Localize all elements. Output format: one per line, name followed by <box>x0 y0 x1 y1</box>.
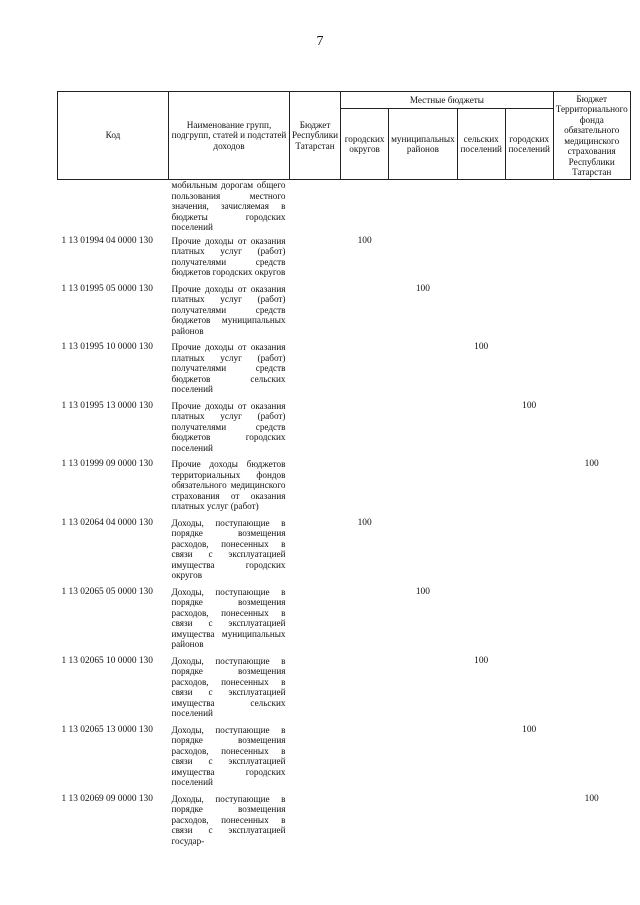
row-territorial-fund: 100 <box>584 793 599 804</box>
row-code: 1 13 02065 13 0000 130 <box>61 724 153 735</box>
row-municipal-districts <box>389 722 458 791</box>
row-name: Доходы, поступающие в порядке возмещения расходов, понесенных в связи с эксплуатацией государ- <box>171 793 286 846</box>
row-urban-settlements <box>505 339 553 398</box>
row-municipal-districts: 100 <box>415 283 430 294</box>
row-territorial-fund <box>553 653 630 722</box>
header-rural-settlements: сельских поселений <box>457 109 505 180</box>
row-urban-settlements: 100 <box>522 400 537 411</box>
row-code: 1 13 01995 13 0000 130 <box>61 400 153 411</box>
row-urban-settlements <box>505 515 553 584</box>
table-body <box>58 180 631 850</box>
row-municipal-districts <box>389 233 458 281</box>
row-city-districts <box>341 339 389 398</box>
row-name: Доходы, поступающие в порядке возмещения расходов, понесенных в связи с эксплуатацией имущества муниципальных районов <box>171 586 286 649</box>
row-republic-budget <box>290 653 341 722</box>
table-row <box>58 339 631 398</box>
income-distribution-table <box>57 91 631 849</box>
header-republic-budget: Бюджет Республики Татарстан <box>290 92 341 180</box>
row-territorial-fund: 100 <box>584 459 599 469</box>
page-number: 7 <box>316 34 324 49</box>
row-municipal-districts <box>389 456 458 515</box>
row-rural-settlements <box>457 281 505 340</box>
row-rural-settlements <box>457 233 505 281</box>
header-urban-settlements: городских поселений <box>505 109 553 180</box>
row-code: 1 13 02065 05 0000 130 <box>61 586 153 597</box>
header-name: Наименование групп, подгрупп, статей и подстатей доходов <box>169 92 290 180</box>
header-city-districts: городских округов <box>341 109 389 180</box>
table-row <box>58 398 631 457</box>
row-territorial-fund <box>553 515 630 584</box>
row-urban-settlements <box>505 653 553 722</box>
table-row <box>58 584 631 653</box>
table-row <box>58 515 631 584</box>
row-name: Прочие доходы от оказания платных услуг (работ) получателями средств бюджетов городских поселений <box>171 400 286 453</box>
row-city-districts <box>341 456 389 515</box>
row-city-districts <box>341 584 389 653</box>
table-header <box>58 92 631 180</box>
row-rural-settlements <box>457 398 505 457</box>
row-municipal-districts <box>389 653 458 722</box>
row-urban-settlements <box>505 584 553 653</box>
row-rural-settlements <box>457 515 505 584</box>
row-urban-settlements: 100 <box>522 724 537 735</box>
header-municipal-districts: муниципальных районов <box>389 109 458 180</box>
row-territorial-fund <box>553 722 630 791</box>
header-territorial-fund: Бюджет Территориального фонда обязательного медицинского страхования Республики Татарстан <box>553 92 630 180</box>
row-territorial-fund <box>553 233 630 281</box>
row-name: Прочие доходы от оказания платных услуг (работ) получателями средств бюджетов сельских поселений <box>171 342 286 394</box>
row-territorial-fund <box>553 339 630 398</box>
row-code: 1 13 01995 10 0000 130 <box>61 342 153 352</box>
row-urban-settlements <box>505 456 553 515</box>
row-territorial-fund <box>553 281 630 340</box>
row-name: Доходы, поступающие в порядке возмещения расходов, понесенных в связи с эксплуатацией имущества городских поселений <box>171 724 286 787</box>
row-code: 1 13 01994 04 0000 130 <box>61 235 153 246</box>
table-row <box>58 456 631 515</box>
row-urban-settlements <box>505 281 553 340</box>
row-code: 1 13 01995 05 0000 130 <box>61 283 153 294</box>
table-row <box>58 722 631 791</box>
row-rural-settlements: 100 <box>474 655 489 666</box>
row-municipal-districts <box>389 791 458 850</box>
row-rural-settlements <box>457 722 505 791</box>
row-city-districts <box>341 398 389 457</box>
row-municipal-districts <box>389 339 458 398</box>
table-row <box>58 233 631 281</box>
header-code: Код <box>58 92 169 180</box>
row-code: 1 13 02069 09 0000 130 <box>61 793 153 804</box>
row-municipal-districts <box>389 398 458 457</box>
row-name: Доходы, поступающие в порядке возмещения расходов, понесенных в связи с эксплуатацией имущества городских округов <box>171 517 286 580</box>
continuation-text: мобильным дорогам общего пользования местного значения, зачисляемая в бюджеты городских поселений <box>171 180 286 232</box>
row-rural-settlements <box>457 791 505 850</box>
row-territorial-fund <box>553 584 630 653</box>
row-name: Доходы, поступающие в порядке возмещения расходов, понесенных в связи с эксплуатацией имущества сельских поселений <box>171 655 286 718</box>
row-republic-budget <box>290 398 341 457</box>
header-local-budgets: Местные бюджеты <box>341 92 554 109</box>
row-republic-budget <box>290 281 341 340</box>
row-code: 1 13 02064 04 0000 130 <box>61 517 153 528</box>
row-city-districts <box>341 281 389 340</box>
row-code: 1 13 02065 10 0000 130 <box>61 655 153 666</box>
row-city-districts: 100 <box>357 517 372 528</box>
table-row-continuation <box>58 180 631 233</box>
row-republic-budget <box>290 456 341 515</box>
row-urban-settlements <box>505 791 553 850</box>
row-city-districts <box>341 722 389 791</box>
table-row <box>58 791 631 850</box>
row-city-districts: 100 <box>357 235 372 246</box>
row-republic-budget <box>290 722 341 791</box>
row-code: 1 13 01999 09 0000 130 <box>61 459 153 469</box>
row-republic-budget <box>290 233 341 281</box>
row-republic-budget <box>290 515 341 584</box>
table-row <box>58 653 631 722</box>
row-rural-settlements <box>457 584 505 653</box>
row-republic-budget <box>290 584 341 653</box>
row-name: Прочие доходы от оказания платных услуг (работ) получателями средств бюджетов муниципальных районов <box>171 283 286 336</box>
row-urban-settlements <box>505 233 553 281</box>
table-row <box>58 281 631 340</box>
row-rural-settlements <box>457 456 505 515</box>
row-city-districts <box>341 653 389 722</box>
row-territorial-fund <box>553 398 630 457</box>
row-name: Прочие доходы от оказания платных услуг (работ) получателями средств бюджетов городских округов <box>171 235 286 277</box>
row-municipal-districts <box>389 515 458 584</box>
row-municipal-districts: 100 <box>415 586 430 597</box>
row-name: Прочие доходы бюджетов территориальных фондов обязательного медицинского страхования от оказания платных услуг (работ) <box>171 459 286 511</box>
row-republic-budget <box>290 791 341 850</box>
row-city-districts <box>341 791 389 850</box>
row-republic-budget <box>290 339 341 398</box>
row-rural-settlements: 100 <box>474 342 489 352</box>
